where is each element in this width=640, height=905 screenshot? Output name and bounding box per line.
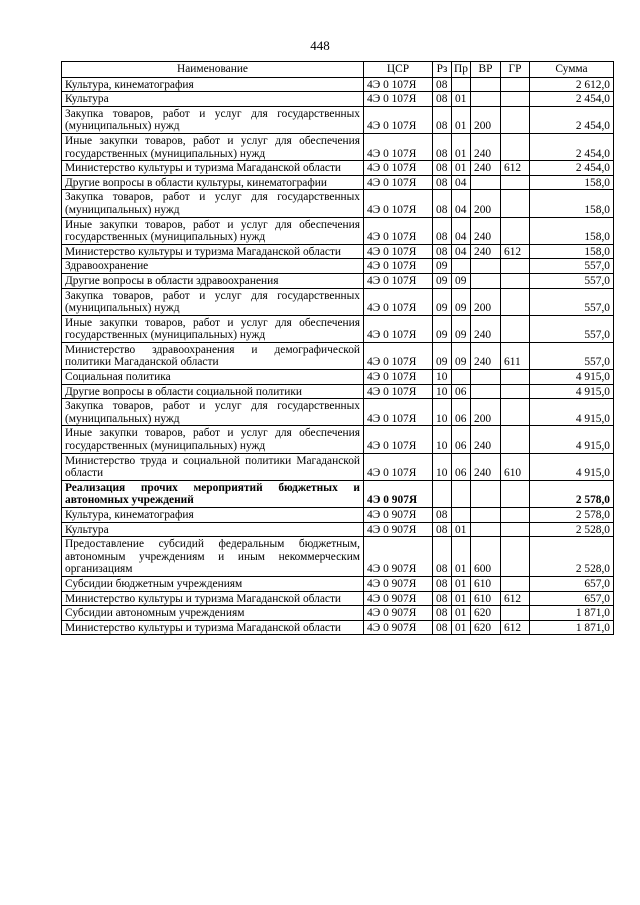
table-row <box>62 576 614 591</box>
gr-cell <box>501 370 530 385</box>
rz-cell: 08 <box>433 537 452 577</box>
name-cell: Социальная политика <box>62 370 364 385</box>
name-cell: Министерство культуры и туризма Магаданской области <box>62 620 364 635</box>
name-cell: Министерство культуры и туризма Магаданской области <box>62 591 364 606</box>
sum-cell: 557,0 <box>530 259 614 274</box>
sum-cell: 1 871,0 <box>530 620 614 635</box>
name-cell: Иные закупки товаров, работ и услуг для обеспечения государственных (муниципальных) нужд <box>62 133 364 160</box>
csr-cell: 4Э 0 907Я <box>364 537 433 577</box>
csr-cell: 4Э 0 107Я <box>364 77 433 92</box>
sum-cell: 2 454,0 <box>530 106 614 133</box>
table-header <box>62 62 614 78</box>
sum-cell: 4 915,0 <box>530 426 614 453</box>
sum-cell: 657,0 <box>530 591 614 606</box>
pr-cell: 04 <box>452 190 471 217</box>
csr-cell: 4Э 0 107Я <box>364 315 433 342</box>
csr-cell: 4Э 0 107Я <box>364 342 433 369</box>
name-cell: Субсидии автономным учреждениям <box>62 606 364 621</box>
pr-cell <box>452 259 471 274</box>
header-name: Наименование <box>62 62 364 78</box>
rz-cell: 08 <box>433 217 452 244</box>
gr-cell <box>501 522 530 537</box>
gr-cell: 612 <box>501 620 530 635</box>
gr-cell <box>501 259 530 274</box>
sum-cell: 158,0 <box>530 244 614 259</box>
vr-cell: 240 <box>471 342 501 369</box>
csr-cell: 4Э 0 907Я <box>364 508 433 523</box>
csr-cell: 4Э 0 107Я <box>364 273 433 288</box>
gr-cell <box>501 315 530 342</box>
vr-cell: 620 <box>471 620 501 635</box>
name-cell: Культура, кинематография <box>62 77 364 92</box>
gr-cell <box>501 106 530 133</box>
sum-cell: 557,0 <box>530 288 614 315</box>
vr-cell <box>471 508 501 523</box>
table-body <box>62 77 614 635</box>
pr-cell: 06 <box>452 399 471 426</box>
vr-cell: 240 <box>471 217 501 244</box>
vr-cell: 240 <box>471 426 501 453</box>
gr-cell: 611 <box>501 342 530 369</box>
pr-cell: 06 <box>452 426 471 453</box>
rz-cell: 08 <box>433 591 452 606</box>
pr-cell: 01 <box>452 591 471 606</box>
sum-cell: 158,0 <box>530 175 614 190</box>
csr-cell: 4Э 0 107Я <box>364 426 433 453</box>
name-cell: Иные закупки товаров, работ и услуг для обеспечения государственных (муниципальных) нужд <box>62 217 364 244</box>
csr-cell: 4Э 0 907Я <box>364 576 433 591</box>
pr-cell: 09 <box>452 288 471 315</box>
sum-cell: 4 915,0 <box>530 370 614 385</box>
rz-cell: 08 <box>433 620 452 635</box>
pr-cell: 01 <box>452 106 471 133</box>
sum-cell: 2 612,0 <box>530 77 614 92</box>
table-row <box>62 426 614 453</box>
budget-table <box>61 61 614 635</box>
sum-cell: 2 454,0 <box>530 161 614 176</box>
gr-cell <box>501 133 530 160</box>
rz-cell: 08 <box>433 244 452 259</box>
sum-cell: 557,0 <box>530 342 614 369</box>
pr-cell <box>452 77 471 92</box>
pr-cell: 01 <box>452 576 471 591</box>
gr-cell <box>501 92 530 107</box>
csr-cell: 4Э 0 907Я <box>364 620 433 635</box>
sum-cell: 2 454,0 <box>530 133 614 160</box>
table-row <box>62 175 614 190</box>
header-csr: ЦСР <box>364 62 433 78</box>
vr-cell: 610 <box>471 576 501 591</box>
name-cell: Закупка товаров, работ и услуг для государственных (муниципальных) нужд <box>62 190 364 217</box>
gr-cell <box>501 537 530 577</box>
sum-cell: 158,0 <box>530 190 614 217</box>
vr-cell: 240 <box>471 453 501 480</box>
gr-cell <box>501 217 530 244</box>
csr-cell: 4Э 0 107Я <box>364 453 433 480</box>
name-cell: Закупка товаров, работ и услуг для государственных (муниципальных) нужд <box>62 288 364 315</box>
vr-cell <box>471 273 501 288</box>
pr-cell: 01 <box>452 537 471 577</box>
page-number: 448 <box>310 38 330 53</box>
table-row <box>62 244 614 259</box>
header-vr: ВР <box>471 62 501 78</box>
csr-cell: 4Э 0 107Я <box>364 217 433 244</box>
sum-cell: 2 528,0 <box>530 537 614 577</box>
csr-cell: 4Э 0 107Я <box>364 244 433 259</box>
pr-cell: 01 <box>452 161 471 176</box>
header-sum: Сумма <box>530 62 614 78</box>
csr-cell: 4Э 0 907Я <box>364 480 433 507</box>
table-row <box>62 259 614 274</box>
name-cell: Министерство культуры и туризма Магаданской области <box>62 244 364 259</box>
table-row <box>62 273 614 288</box>
table-row <box>62 508 614 523</box>
gr-cell <box>501 480 530 507</box>
pr-cell <box>452 508 471 523</box>
vr-cell: 240 <box>471 161 501 176</box>
rz-cell: 10 <box>433 453 452 480</box>
table-row <box>62 537 614 577</box>
pr-cell: 04 <box>452 175 471 190</box>
vr-cell: 610 <box>471 591 501 606</box>
rz-cell: 10 <box>433 426 452 453</box>
pr-cell: 01 <box>452 92 471 107</box>
csr-cell: 4Э 0 107Я <box>364 259 433 274</box>
name-cell: Здравоохранение <box>62 259 364 274</box>
pr-cell: 09 <box>452 315 471 342</box>
csr-cell: 4Э 0 107Я <box>364 190 433 217</box>
sum-cell: 1 871,0 <box>530 606 614 621</box>
vr-cell <box>471 175 501 190</box>
gr-cell: 612 <box>501 591 530 606</box>
rz-cell: 09 <box>433 288 452 315</box>
table-row <box>62 92 614 107</box>
pr-cell: 09 <box>452 273 471 288</box>
name-cell: Иные закупки товаров, работ и услуг для обеспечения государственных (муниципальных) нужд <box>62 315 364 342</box>
sum-cell: 557,0 <box>530 273 614 288</box>
sum-cell: 2 528,0 <box>530 522 614 537</box>
rz-cell: 08 <box>433 606 452 621</box>
gr-cell: 612 <box>501 244 530 259</box>
rz-cell: 08 <box>433 508 452 523</box>
table-row <box>62 606 614 621</box>
sum-cell: 657,0 <box>530 576 614 591</box>
pr-cell: 01 <box>452 606 471 621</box>
pr-cell: 09 <box>452 342 471 369</box>
vr-cell: 240 <box>471 244 501 259</box>
rz-cell: 09 <box>433 259 452 274</box>
rz-cell: 08 <box>433 77 452 92</box>
rz-cell: 10 <box>433 384 452 399</box>
sum-cell: 4 915,0 <box>530 453 614 480</box>
vr-cell: 200 <box>471 106 501 133</box>
rz-cell: 08 <box>433 133 452 160</box>
vr-cell <box>471 77 501 92</box>
table-row <box>62 591 614 606</box>
gr-cell <box>501 576 530 591</box>
rz-cell <box>433 480 452 507</box>
sum-cell: 2 578,0 <box>530 480 614 507</box>
table-row <box>62 453 614 480</box>
csr-cell: 4Э 0 107Я <box>364 133 433 160</box>
csr-cell: 4Э 0 107Я <box>364 399 433 426</box>
pr-cell: 06 <box>452 384 471 399</box>
header-rz: Рз <box>433 62 452 78</box>
gr-cell: 610 <box>501 453 530 480</box>
gr-cell <box>501 606 530 621</box>
table-row <box>62 315 614 342</box>
table-row <box>62 384 614 399</box>
vr-cell <box>471 92 501 107</box>
csr-cell: 4Э 0 107Я <box>364 161 433 176</box>
csr-cell: 4Э 0 107Я <box>364 288 433 315</box>
gr-cell <box>501 508 530 523</box>
rz-cell: 08 <box>433 175 452 190</box>
pr-cell <box>452 370 471 385</box>
table-row <box>62 480 614 507</box>
sum-cell: 158,0 <box>530 217 614 244</box>
sum-cell: 2 454,0 <box>530 92 614 107</box>
vr-cell <box>471 259 501 274</box>
rz-cell: 08 <box>433 190 452 217</box>
pr-cell: 01 <box>452 133 471 160</box>
vr-cell <box>471 384 501 399</box>
csr-cell: 4Э 0 107Я <box>364 370 433 385</box>
name-cell: Культура <box>62 92 364 107</box>
sum-cell: 4 915,0 <box>530 399 614 426</box>
name-cell: Министерство культуры и туризма Магаданской области <box>62 161 364 176</box>
table-row <box>62 133 614 160</box>
table-row <box>62 217 614 244</box>
sum-cell: 2 578,0 <box>530 508 614 523</box>
rz-cell: 09 <box>433 342 452 369</box>
header-pr: Пр <box>452 62 471 78</box>
vr-cell <box>471 522 501 537</box>
pr-cell: 01 <box>452 522 471 537</box>
name-cell: Иные закупки товаров, работ и услуг для обеспечения государственных (муниципальных) нужд <box>62 426 364 453</box>
name-cell: Закупка товаров, работ и услуг для государственных (муниципальных) нужд <box>62 106 364 133</box>
gr-cell <box>501 399 530 426</box>
vr-cell: 600 <box>471 537 501 577</box>
csr-cell: 4Э 0 907Я <box>364 606 433 621</box>
gr-cell <box>501 288 530 315</box>
pr-cell: 01 <box>452 620 471 635</box>
vr-cell: 200 <box>471 190 501 217</box>
rz-cell: 08 <box>433 106 452 133</box>
table-row <box>62 190 614 217</box>
name-cell: Министерство труда и социальной политики Магаданской области <box>62 453 364 480</box>
table-row <box>62 288 614 315</box>
sum-cell: 557,0 <box>530 315 614 342</box>
pr-cell <box>452 480 471 507</box>
table-row <box>62 620 614 635</box>
gr-cell <box>501 273 530 288</box>
table-row <box>62 399 614 426</box>
rz-cell: 10 <box>433 370 452 385</box>
csr-cell: 4Э 0 907Я <box>364 522 433 537</box>
table-row <box>62 342 614 369</box>
name-cell: Закупка товаров, работ и услуг для государственных (муниципальных) нужд <box>62 399 364 426</box>
name-cell: Культура <box>62 522 364 537</box>
gr-cell <box>501 175 530 190</box>
table-row <box>62 522 614 537</box>
name-cell: Другие вопросы в области здравоохранения <box>62 273 364 288</box>
rz-cell: 08 <box>433 576 452 591</box>
vr-cell: 200 <box>471 288 501 315</box>
vr-cell <box>471 480 501 507</box>
sum-cell: 4 915,0 <box>530 384 614 399</box>
csr-cell: 4Э 0 907Я <box>364 591 433 606</box>
name-cell: Предоставление субсидий федеральным бюджетным, автономным учреждениям и иным некоммерческим организациям <box>62 537 364 577</box>
rz-cell: 10 <box>433 399 452 426</box>
pr-cell: 04 <box>452 244 471 259</box>
name-cell: Культура, кинематография <box>62 508 364 523</box>
name-cell: Министерство здравоохранения и демографической политики Магаданской области <box>62 342 364 369</box>
vr-cell: 240 <box>471 315 501 342</box>
csr-cell: 4Э 0 107Я <box>364 175 433 190</box>
csr-cell: 4Э 0 107Я <box>364 384 433 399</box>
table-row <box>62 106 614 133</box>
vr-cell: 240 <box>471 133 501 160</box>
table-row <box>62 161 614 176</box>
csr-cell: 4Э 0 107Я <box>364 92 433 107</box>
vr-cell: 620 <box>471 606 501 621</box>
rz-cell: 08 <box>433 161 452 176</box>
gr-cell: 612 <box>501 161 530 176</box>
pr-cell: 04 <box>452 217 471 244</box>
rz-cell: 09 <box>433 315 452 342</box>
name-cell: Субсидии бюджетным учреждениям <box>62 576 364 591</box>
gr-cell <box>501 190 530 217</box>
gr-cell <box>501 426 530 453</box>
gr-cell <box>501 77 530 92</box>
csr-cell: 4Э 0 107Я <box>364 106 433 133</box>
table-row <box>62 370 614 385</box>
gr-cell <box>501 384 530 399</box>
table-row <box>62 77 614 92</box>
vr-cell <box>471 370 501 385</box>
pr-cell: 06 <box>452 453 471 480</box>
rz-cell: 08 <box>433 92 452 107</box>
name-cell: Другие вопросы в области социальной политики <box>62 384 364 399</box>
rz-cell: 08 <box>433 522 452 537</box>
header-gr: ГР <box>501 62 530 78</box>
name-cell: Реализация прочих мероприятий бюджетных и автономных учреждений <box>62 480 364 507</box>
rz-cell: 09 <box>433 273 452 288</box>
vr-cell: 200 <box>471 399 501 426</box>
name-cell: Другие вопросы в области культуры, кинематографии <box>62 175 364 190</box>
